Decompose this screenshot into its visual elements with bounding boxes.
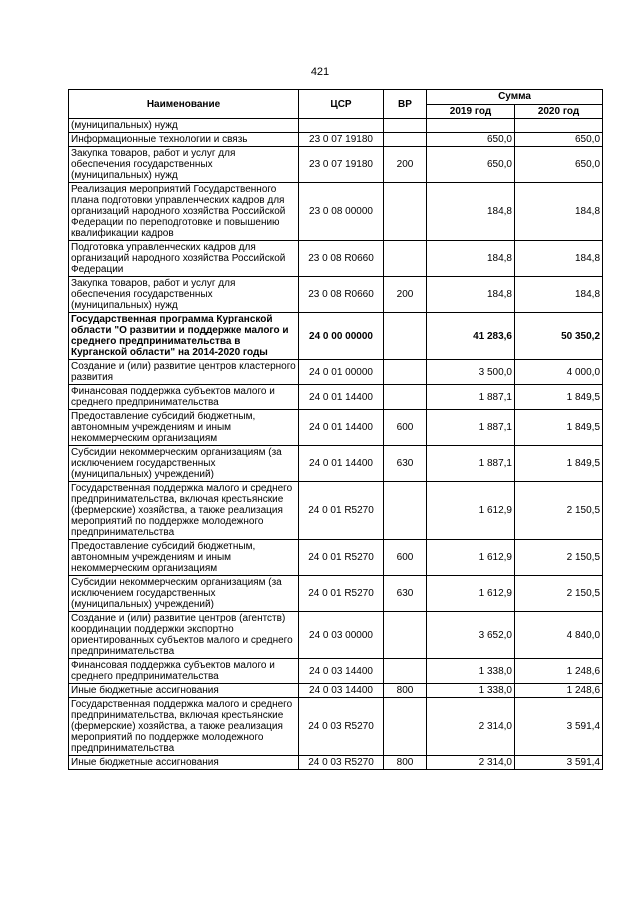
row-name: Закупка товаров, работ и услуг для обеспечения государственных (муниципальных) нужд — [69, 147, 299, 183]
row-sum-2019: 3 652,0 — [427, 612, 515, 659]
row-vr: 800 — [384, 684, 427, 698]
row-csr: 24 0 01 14400 — [299, 385, 384, 410]
header-name: Наименование — [69, 90, 299, 119]
row-csr: 24 0 03 R5270 — [299, 756, 384, 770]
row-name: Закупка товаров, работ и услуг для обеспечения государственных (муниципальных) нужд — [69, 277, 299, 313]
row-csr: 23 0 08 00000 — [299, 183, 384, 241]
row-sum-2019: 1 612,9 — [427, 482, 515, 540]
table-row — [69, 576, 603, 612]
row-sum-2020: 650,0 — [515, 133, 603, 147]
row-vr: 200 — [384, 147, 427, 183]
table-row — [69, 684, 603, 698]
row-sum-2020: 184,8 — [515, 277, 603, 313]
table-header — [69, 90, 603, 119]
row-name: Создание и (или) развитие центров кластерного развития — [69, 360, 299, 385]
table-row — [69, 410, 603, 446]
row-sum-2020: 650,0 — [515, 147, 603, 183]
table-row — [69, 446, 603, 482]
row-sum-2020: 50 350,2 — [515, 313, 603, 360]
row-vr: 600 — [384, 540, 427, 576]
row-name: Государственная поддержка малого и среднего предпринимательства, включая крестьянские (фермерские) хозяйства, а также реализация мероприятий по поддержке молодежного предпринимательства — [69, 482, 299, 540]
row-csr: 24 0 00 00000 — [299, 313, 384, 360]
row-vr — [384, 241, 427, 277]
row-sum-2019: 2 314,0 — [427, 698, 515, 756]
table-row — [69, 313, 603, 360]
row-vr — [384, 482, 427, 540]
row-csr: 24 0 03 14400 — [299, 659, 384, 684]
row-sum-2019: 184,8 — [427, 241, 515, 277]
row-sum-2020: 4 000,0 — [515, 360, 603, 385]
row-csr: 24 0 01 R5270 — [299, 576, 384, 612]
row-sum-2019: 184,8 — [427, 277, 515, 313]
row-sum-2019 — [427, 119, 515, 133]
row-name: Предоставление субсидий бюджетным, автономным учреждениям и иным некоммерческим организациям — [69, 410, 299, 446]
row-name: Подготовка управленческих кадров для организаций народного хозяйства Российской Федерации — [69, 241, 299, 277]
row-name: Субсидии некоммерческим организациям (за исключением государственных (муниципальных) учреждений) — [69, 446, 299, 482]
row-sum-2019: 1 612,9 — [427, 540, 515, 576]
row-sum-2020: 4 840,0 — [515, 612, 603, 659]
row-name: Иные бюджетные ассигнования — [69, 684, 299, 698]
row-sum-2020 — [515, 119, 603, 133]
row-csr: 23 0 08 R0660 — [299, 241, 384, 277]
row-sum-2020: 184,8 — [515, 241, 603, 277]
row-csr: 23 0 07 19180 — [299, 133, 384, 147]
budget-table — [68, 89, 603, 770]
row-csr: 24 0 03 R5270 — [299, 698, 384, 756]
table-row — [69, 119, 603, 133]
row-csr: 24 0 01 14400 — [299, 410, 384, 446]
row-vr — [384, 119, 427, 133]
row-vr — [384, 360, 427, 385]
row-sum-2020: 3 591,4 — [515, 698, 603, 756]
table-row — [69, 612, 603, 659]
row-name: Создание и (или) развитие центров (агентств) координации поддержки экспортно ориентированных субъектов малого и среднего предпринимательства — [69, 612, 299, 659]
row-vr: 630 — [384, 576, 427, 612]
row-csr: 24 0 03 00000 — [299, 612, 384, 659]
row-sum-2019: 1 887,1 — [427, 385, 515, 410]
row-csr — [299, 119, 384, 133]
row-csr: 24 0 03 14400 — [299, 684, 384, 698]
row-sum-2020: 2 150,5 — [515, 576, 603, 612]
row-name: Субсидии некоммерческим организациям (за исключением государственных (муниципальных) учреждений) — [69, 576, 299, 612]
row-sum-2019: 650,0 — [427, 133, 515, 147]
row-sum-2020: 1 849,5 — [515, 385, 603, 410]
table-row — [69, 241, 603, 277]
row-name: Информационные технологии и связь — [69, 133, 299, 147]
row-csr: 23 0 08 R0660 — [299, 277, 384, 313]
row-sum-2019: 184,8 — [427, 183, 515, 241]
row-sum-2020: 2 150,5 — [515, 540, 603, 576]
row-sum-2019: 1 887,1 — [427, 410, 515, 446]
row-name: Государственная программа Курганской области "О развитии и поддержке малого и среднего предпринимательства в Курганской области" на 2014-2020 годы — [69, 313, 299, 360]
header-year-2020: 2020 год — [515, 104, 603, 119]
row-vr — [384, 659, 427, 684]
row-csr: 24 0 01 R5270 — [299, 540, 384, 576]
row-sum-2019: 650,0 — [427, 147, 515, 183]
header-csr: ЦСР — [299, 90, 384, 119]
row-csr: 24 0 01 00000 — [299, 360, 384, 385]
row-vr: 200 — [384, 277, 427, 313]
row-sum-2020: 1 849,5 — [515, 446, 603, 482]
header-sum: Сумма — [427, 90, 603, 105]
table-row — [69, 698, 603, 756]
table-row — [69, 482, 603, 540]
row-name: Государственная поддержка малого и среднего предпринимательства, включая крестьянские (фермерские) хозяйства, а также реализация мероприятий по поддержке молодежного предпринимательства — [69, 698, 299, 756]
row-vr: 600 — [384, 410, 427, 446]
row-sum-2019: 3 500,0 — [427, 360, 515, 385]
table-row — [69, 360, 603, 385]
row-vr — [384, 133, 427, 147]
row-name: Иные бюджетные ассигнования — [69, 756, 299, 770]
row-name: Предоставление субсидий бюджетным, автономным учреждениям и иным некоммерческим организациям — [69, 540, 299, 576]
row-sum-2019: 41 283,6 — [427, 313, 515, 360]
row-sum-2020: 1 248,6 — [515, 659, 603, 684]
row-name: (муниципальных) нужд — [69, 119, 299, 133]
row-name: Реализация мероприятий Государственного плана подготовки управленческих кадров для организаций народного хозяйства Российской Федерации по переподготовке и повышению квалификации кадров — [69, 183, 299, 241]
header-year-2019: 2019 год — [427, 104, 515, 119]
table-body — [69, 119, 603, 770]
row-sum-2020: 184,8 — [515, 183, 603, 241]
table-row — [69, 540, 603, 576]
row-sum-2020: 3 591,4 — [515, 756, 603, 770]
table-row — [69, 659, 603, 684]
row-vr — [384, 698, 427, 756]
row-vr — [384, 612, 427, 659]
row-vr — [384, 385, 427, 410]
row-vr — [384, 313, 427, 360]
page-number: 421 — [310, 66, 330, 78]
table-row — [69, 277, 603, 313]
row-name: Финансовая поддержка субъектов малого и среднего предпринимательства — [69, 659, 299, 684]
row-vr — [384, 183, 427, 241]
row-vr: 630 — [384, 446, 427, 482]
row-csr: 24 0 01 14400 — [299, 446, 384, 482]
table-row — [69, 147, 603, 183]
row-name: Финансовая поддержка субъектов малого и среднего предпринимательства — [69, 385, 299, 410]
row-sum-2019: 1 887,1 — [427, 446, 515, 482]
row-sum-2020: 2 150,5 — [515, 482, 603, 540]
row-sum-2019: 1 612,9 — [427, 576, 515, 612]
row-sum-2019: 1 338,0 — [427, 659, 515, 684]
row-sum-2019: 1 338,0 — [427, 684, 515, 698]
row-sum-2020: 1 248,6 — [515, 684, 603, 698]
row-csr: 23 0 07 19180 — [299, 147, 384, 183]
table-row — [69, 756, 603, 770]
table-row — [69, 385, 603, 410]
table-row — [69, 133, 603, 147]
row-sum-2019: 2 314,0 — [427, 756, 515, 770]
row-vr: 800 — [384, 756, 427, 770]
table-row — [69, 183, 603, 241]
row-csr: 24 0 01 R5270 — [299, 482, 384, 540]
header-vr: ВР — [384, 90, 427, 119]
row-sum-2020: 1 849,5 — [515, 410, 603, 446]
